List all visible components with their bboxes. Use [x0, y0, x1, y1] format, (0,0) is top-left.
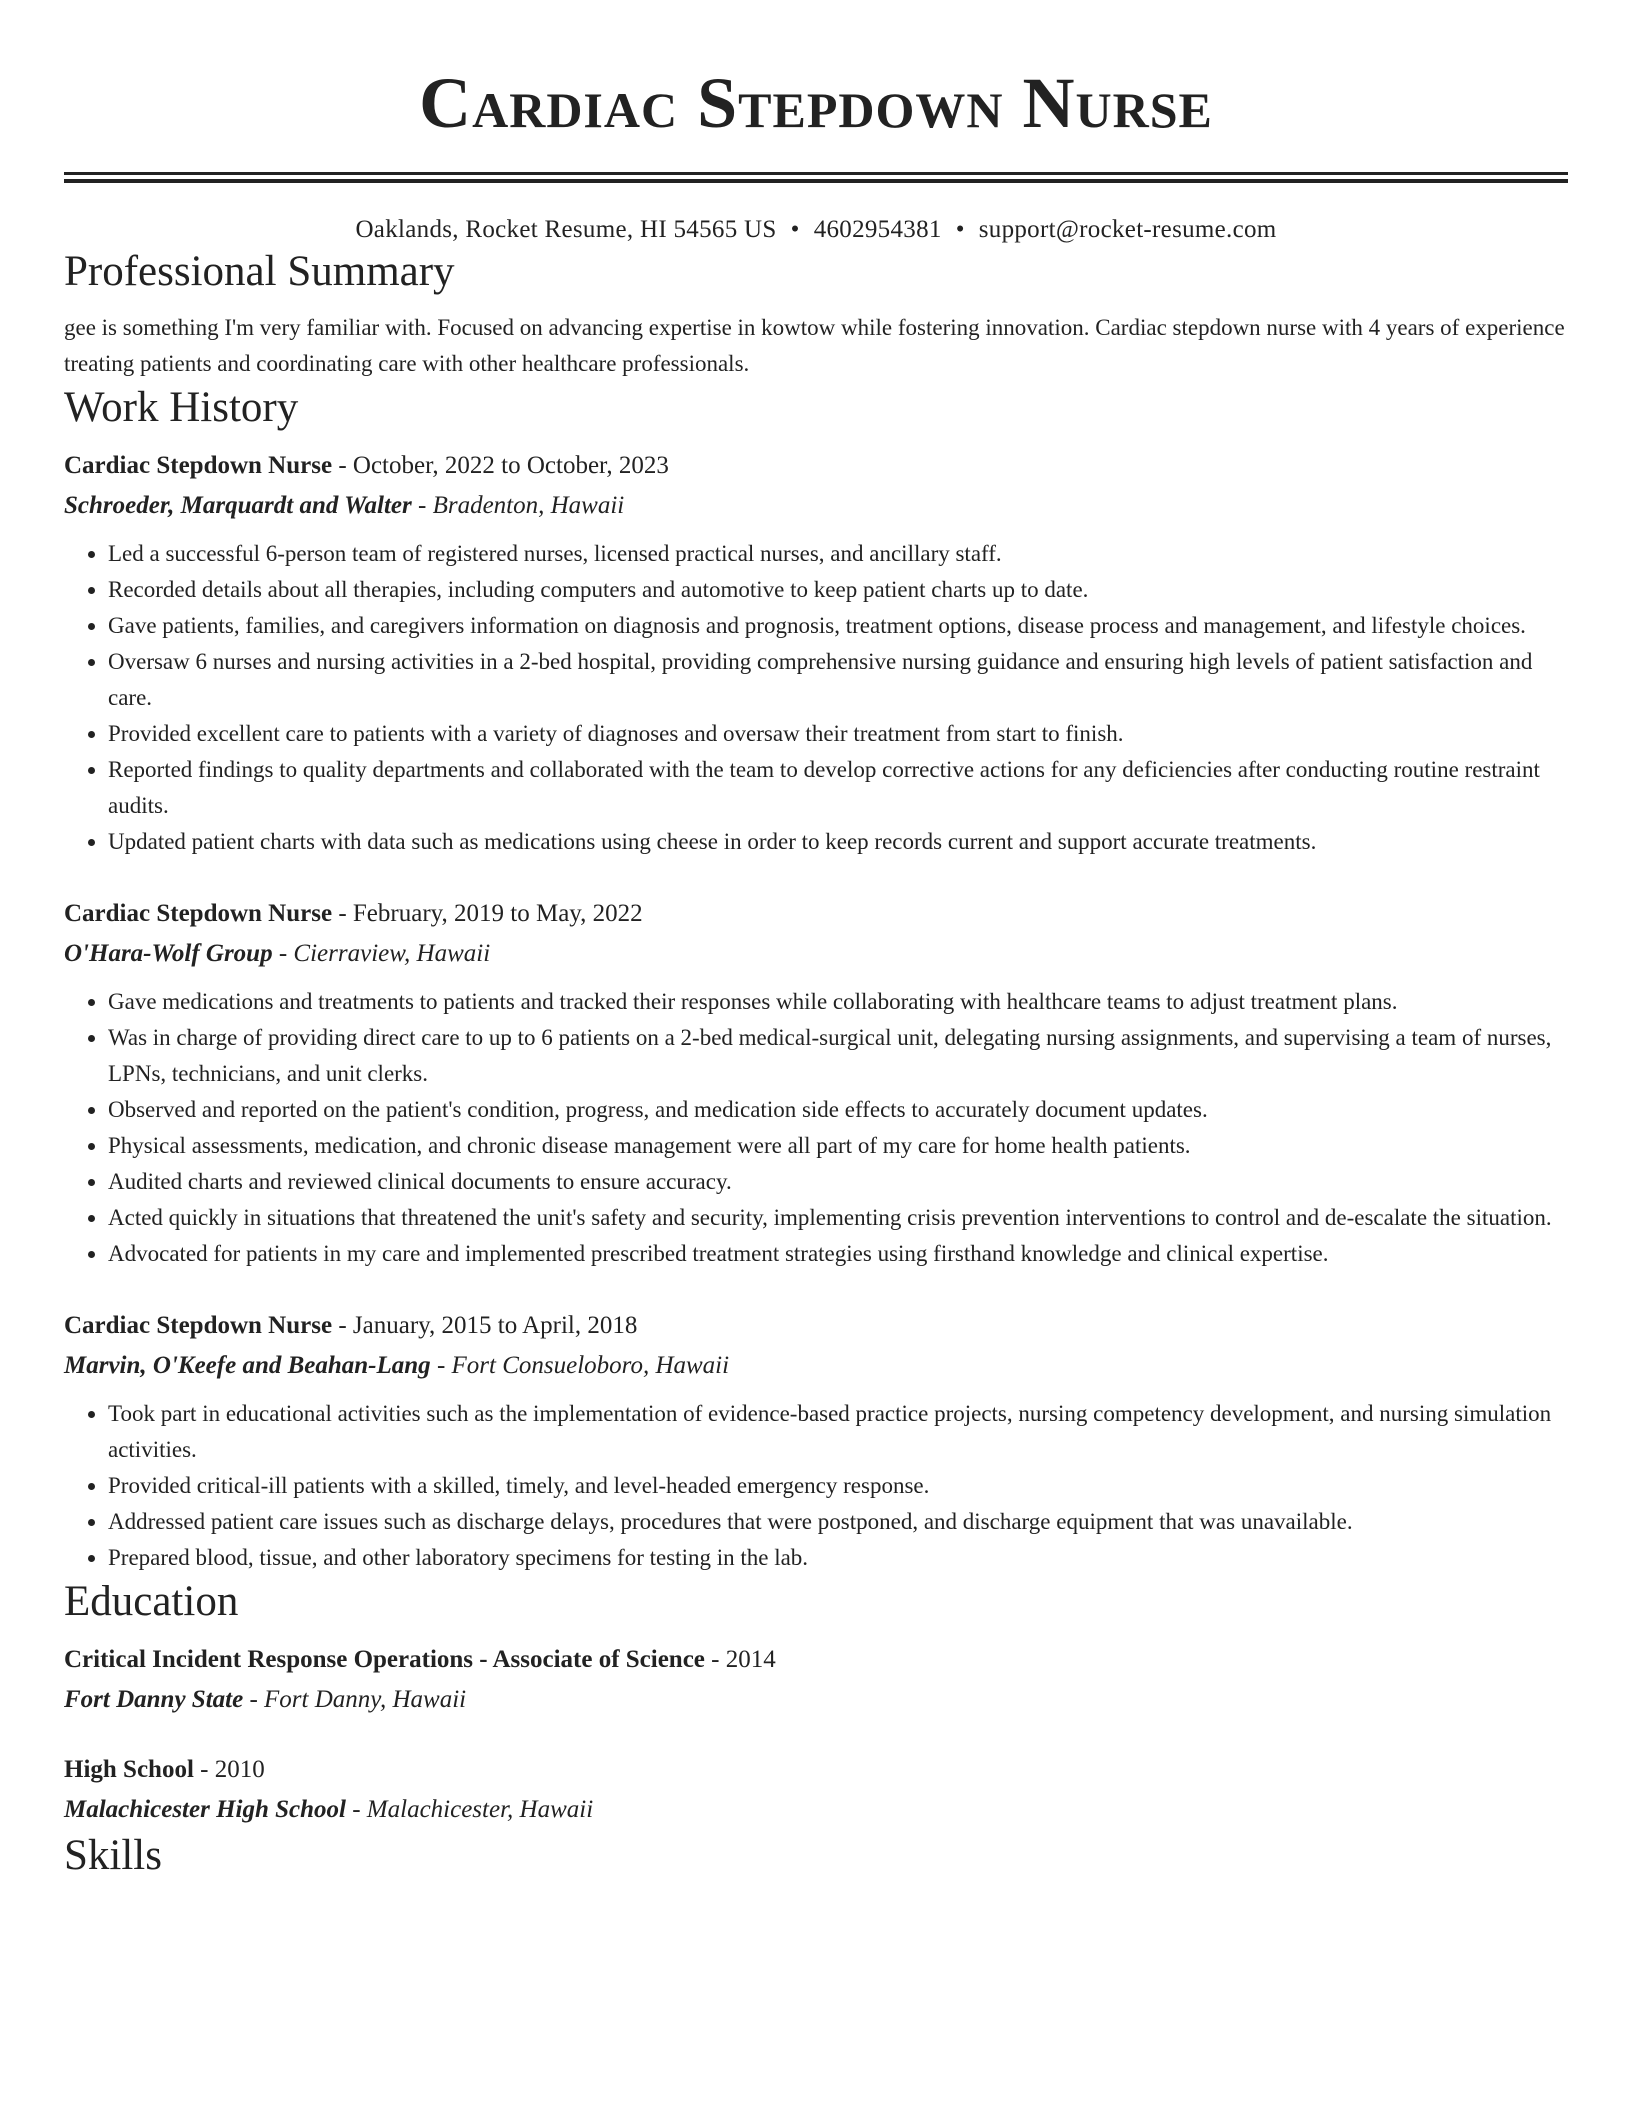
job-bullet: • Observed and reported on the patient's condition, progress, and medication side effects to accurately document updates.: [108, 1092, 1568, 1128]
job-bullet: • Provided critical-ill patients with a skilled, timely, and level-headed emergency response.: [108, 1468, 1568, 1504]
resume-name: Cardiac Stepdown Nurse: [419, 63, 1213, 143]
job-bullet: • Audited charts and reviewed clinical documents to ensure accuracy.: [108, 1164, 1568, 1200]
education-header: [64, 1640, 1568, 1680]
job-employer-line: [64, 486, 1568, 526]
job-bullet-list: [64, 1396, 1568, 1576]
job-header: [64, 894, 1568, 934]
contact-separator: •: [790, 216, 800, 243]
summary-text: gee is something I'm very familiar with. Focused on advancing expertise in kowtow while fostering innovation. Cardiac stepdown nurse with 4 years of experience treating patients and coordinating care with other healthcare professionals.: [64, 315, 1565, 376]
job-bullet: • Updated patient charts with data such as medications using cheese in order to keep records current and support accurate treatments.: [108, 824, 1568, 860]
contact-phone: 4602954381: [813, 216, 942, 243]
job-position: Cardiac Stepdown Nurse: [64, 900, 333, 927]
job-bullet: • Gave medications and treatments to patients and tracked their responses while collaborating with healthcare teams to adjust treatment plans.: [108, 984, 1568, 1020]
contact-address: Oaklands, Rocket Resume, HI 54565 US: [355, 216, 777, 243]
job-bullet: • Advocated for patients in my care and implemented prescribed treatment strategies using firsthand knowledge and clinical expertise.: [108, 1236, 1568, 1272]
job-bullet-list: [64, 984, 1568, 1272]
job-entry: [64, 1306, 1568, 1576]
education-degree: Critical Incident Response Operations - Associate of Science: [64, 1646, 705, 1673]
education-school: Malachicester High School: [64, 1796, 346, 1823]
job-employer-line: [64, 934, 1568, 974]
job-company: Marvin, O'Keefe and Beahan-Lang: [64, 1352, 431, 1379]
job-bullet: • Took part in educational activities such as the implementation of evidence-based practice projects, nursing competency development, and nursing simulation activities.: [108, 1396, 1568, 1468]
job-dates: - October, 2022 to October, 2023: [332, 452, 669, 479]
job-position: Cardiac Stepdown Nurse: [64, 1312, 333, 1339]
skills-heading: Skills: [64, 1832, 162, 1879]
job-bullet: • Was in charge of providing direct care to up to 6 patients on a 2-bed medical-surgical unit, delegating nursing assignments, and supervising a team of nurses, LPNs, technicians, and unit clerks.: [108, 1020, 1568, 1092]
job-bullet-list: [64, 536, 1568, 860]
job-entry: [64, 894, 1568, 1272]
job-location: - Fort Consueloboro, Hawaii: [430, 1352, 730, 1379]
education-entry: [64, 1750, 1568, 1830]
job-bullet: • Gave patients, families, and caregivers information on diagnosis and prognosis, treatment options, disease process and management, and lifestyle choices.: [108, 608, 1568, 644]
job-bullet: • Recorded details about all therapies, including computers and automotive to keep patient charts up to date.: [108, 572, 1568, 608]
job-company: Schroeder, Marquardt and Walter: [64, 492, 412, 519]
job-bullet: • Led a successful 6-person team of registered nurses, licensed practical nurses, and ancillary staff.: [108, 536, 1568, 572]
education-school-line: [64, 1790, 1568, 1830]
contact-line: [64, 214, 1568, 246]
summary-heading: Professional Summary: [64, 248, 455, 295]
job-employer-line: [64, 1346, 1568, 1386]
job-company: O'Hara-Wolf Group: [64, 940, 273, 967]
header-divider: [64, 172, 1568, 183]
education-year: - 2014: [704, 1646, 776, 1673]
job-dates: - January, 2015 to April, 2018: [332, 1312, 638, 1339]
job-dates: - February, 2019 to May, 2022: [332, 900, 643, 927]
education-school: Fort Danny State: [64, 1686, 244, 1713]
education-school-line: [64, 1680, 1568, 1720]
job-bullet: • Physical assessments, medication, and chronic disease management were all part of my care for home health patients.: [108, 1128, 1568, 1164]
job-entry: [64, 446, 1568, 860]
job-bullet: • Reported findings to quality departments and collaborated with the team to develop corrective actions for any deficiencies after conducting routine restraint audits.: [108, 752, 1568, 824]
job-header: [64, 446, 1568, 486]
education-year: - 2010: [193, 1756, 265, 1783]
job-bullet: • Prepared blood, tissue, and other laboratory specimens for testing in the lab.: [108, 1540, 1568, 1576]
job-bullet: • Oversaw 6 nurses and nursing activities in a 2-bed hospital, providing comprehensive nursing guidance and ensuring high levels of patient satisfaction and care.: [108, 644, 1568, 716]
job-bullet: • Addressed patient care issues such as discharge delays, procedures that were postponed, and discharge equipment that was unavailable.: [108, 1504, 1568, 1540]
job-bullet: • Acted quickly in situations that threatened the unit's safety and security, implementing crisis prevention interventions to control and de-escalate the situation.: [108, 1200, 1568, 1236]
education-location: - Malachicester, Hawaii: [345, 1796, 594, 1823]
resume-page: [64, 0, 1568, 1882]
education-header: [64, 1750, 1568, 1790]
job-location: - Cierraview, Hawaii: [272, 940, 491, 967]
education-entry: [64, 1640, 1568, 1720]
contact-separator: •: [955, 216, 965, 243]
job-header: [64, 1306, 1568, 1346]
education-heading: Education: [64, 1578, 239, 1625]
work-history-heading: Work History: [64, 384, 299, 431]
job-location: - Bradenton, Hawaii: [411, 492, 625, 519]
job-position: Cardiac Stepdown Nurse: [64, 452, 333, 479]
education-degree: High School: [64, 1756, 194, 1783]
contact-email: support@rocket-resume.com: [978, 216, 1277, 243]
education-location: - Fort Danny, Hawaii: [243, 1686, 467, 1713]
job-bullet: • Provided excellent care to patients with a variety of diagnoses and oversaw their treatment from start to finish.: [108, 716, 1568, 752]
